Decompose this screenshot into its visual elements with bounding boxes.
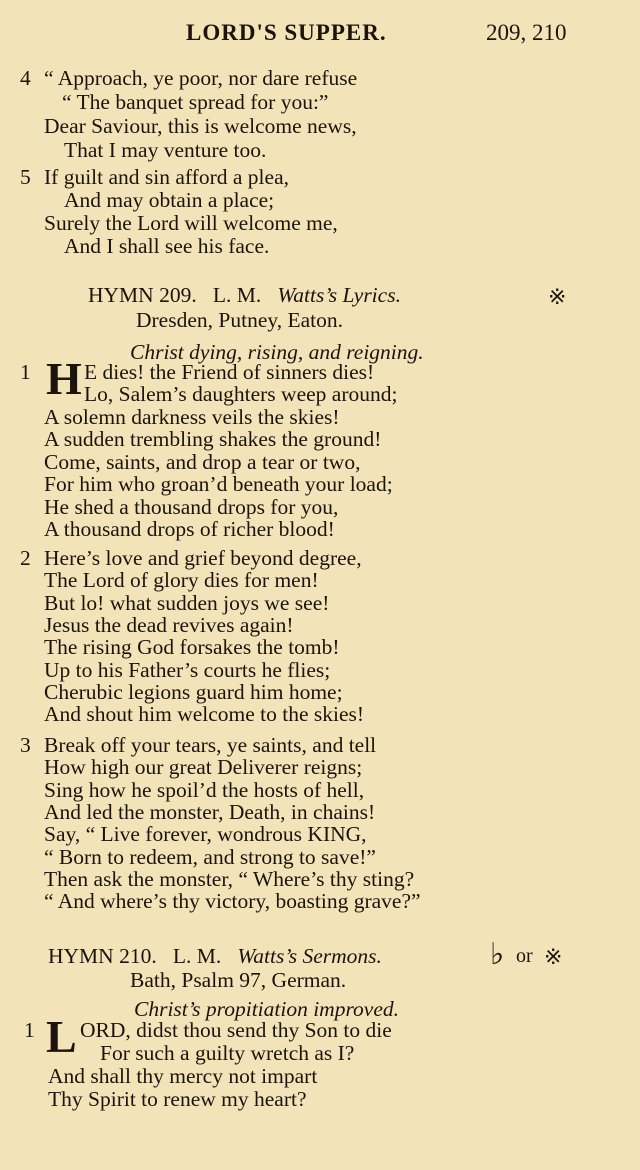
verse-line: E dies! the Friend of sinners dies!	[84, 360, 375, 384]
verse-line: “ And where’s thy victory, boasting grave?”	[44, 889, 421, 913]
ornament-mark-icon: ※	[548, 284, 567, 309]
verse-line: Cherubic legions guard him home;	[44, 680, 343, 704]
verse-line: That I may venture too.	[64, 138, 267, 162]
verse-line: A solemn darkness veils the skies!	[44, 405, 340, 429]
verse-line: Thy Spirit to renew my heart?	[48, 1087, 307, 1111]
page-numbers: 209, 210	[486, 20, 567, 45]
verse-line: The Lord of glory dies for men!	[44, 568, 319, 592]
verse-line: And shall thy mercy not impart	[48, 1064, 318, 1088]
verse-line: Sing how he spoil’d the hosts of hell,	[44, 778, 365, 802]
hymn-heading	[48, 944, 382, 969]
verse-line: He shed a thousand drops for you,	[44, 495, 339, 519]
verse-line: “ Born to redeem, and strong to save!”	[44, 845, 376, 869]
verse-line: “ Approach, ye poor, nor dare refuse	[44, 66, 358, 90]
verse-line: “ The banquet spread for you:”	[62, 90, 329, 114]
verse-line: Up to his Father’s courts he flies;	[44, 658, 331, 682]
or-text: or	[516, 945, 533, 967]
verse-line: The rising God forsakes the tomb!	[44, 635, 340, 659]
verse-line: And may obtain a place;	[64, 188, 275, 212]
stanza-number: 3	[20, 733, 31, 757]
drop-cap: L	[46, 1011, 77, 1062]
verse-line: And shout him welcome to the skies!	[44, 702, 365, 726]
verse-line: Jesus the dead revives again!	[44, 613, 294, 637]
running-title: LORD'S SUPPER.	[186, 20, 387, 45]
verse-line: Lo, Salem’s daughters weep around;	[84, 382, 398, 406]
stanza-number: 5	[20, 165, 31, 189]
verse-line: A thousand drops of richer blood!	[44, 517, 335, 541]
verse-line: How high our great Deliverer reigns;	[44, 755, 363, 779]
drop-cap: H	[46, 353, 82, 404]
hymn-number: HYMN 209.	[88, 283, 197, 307]
stanza-number: 4	[20, 66, 31, 90]
hymn-heading	[88, 283, 401, 308]
verse-line: ORD, didst thou send thy Son to die	[80, 1018, 392, 1042]
running-header	[0, 20, 640, 50]
verse-line: Surely the Lord will welcome me,	[44, 211, 338, 235]
verse-line: But lo! what sudden joys we see!	[44, 591, 330, 615]
hymn-source: Watts’s Lyrics.	[277, 283, 401, 307]
verse-line: Here’s love and grief beyond degree,	[44, 546, 362, 570]
verse-line: For such a guilty wretch as I?	[100, 1041, 355, 1065]
hymn-subject: Christ dying, rising, and reigning.	[130, 340, 424, 364]
hymn-tunes: Bath, Psalm 97, German.	[130, 968, 347, 992]
ornament-mark-icon: ※	[544, 944, 563, 969]
verse-line: A sudden trembling shakes the ground!	[44, 427, 382, 451]
stanza-number: 1	[20, 360, 31, 384]
verse-line: Then ask the monster, “ Where’s thy sting?	[44, 867, 415, 891]
verse-line: Dear Saviour, this is welcome news,	[44, 114, 357, 138]
stanza-number: 1	[24, 1018, 35, 1042]
verse-line: And led the monster, Death, in chains!	[44, 800, 376, 824]
flat-mark-icon: ♭	[490, 938, 505, 971]
verse-line: And I shall see his face.	[64, 234, 270, 258]
hymn-subject: Christ’s propitiation improved.	[134, 997, 399, 1021]
verse-line: Say, “ Live forever, wondrous KING,	[44, 822, 367, 846]
verse-line: Come, saints, and drop a tear or two,	[44, 450, 361, 474]
verse-line: Break off your tears, ye saints, and tell	[44, 733, 377, 757]
hymn-number: HYMN 210.	[48, 944, 157, 968]
stanza-number: 2	[20, 546, 31, 570]
hymn-source: Watts’s Sermons.	[237, 944, 382, 968]
verse-line: For him who groan’d beneath your load;	[44, 472, 393, 496]
hymn-meter: L. M.	[212, 283, 262, 307]
verse-line: If guilt and sin afford a plea,	[44, 165, 289, 189]
hymn-tunes: Dresden, Putney, Eaton.	[136, 308, 343, 332]
hymn-meter: L. M.	[172, 944, 222, 968]
